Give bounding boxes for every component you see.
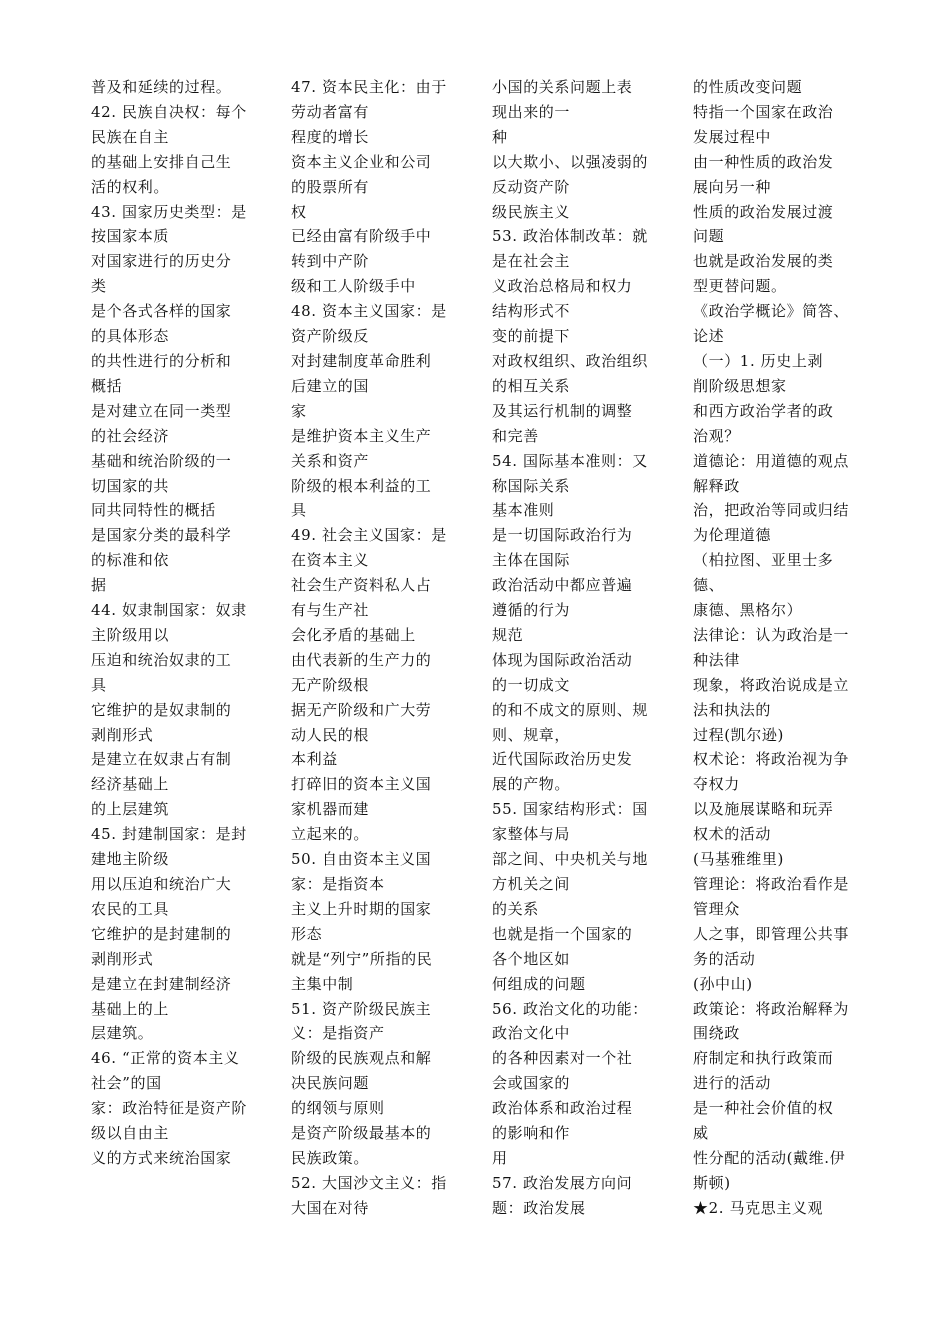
text-line: 级民族主义 bbox=[492, 202, 571, 221]
text-line: 同共同特性的概括 bbox=[91, 501, 216, 520]
text-line: 用以压迫和统治广大 bbox=[91, 875, 232, 893]
text-line: 权术论：将政治视为争 bbox=[693, 750, 850, 769]
text-line: 康德、黑格尔） bbox=[693, 601, 803, 620]
text-line: 由代表新的生产力的 bbox=[291, 650, 432, 669]
text-line: 是建立在奴隶占有制 bbox=[91, 750, 232, 769]
text-line: 反动资产阶 bbox=[492, 177, 571, 196]
text-line: 对政权组织、政治组织 bbox=[492, 351, 649, 370]
text-line: 的具体形态 bbox=[91, 327, 170, 346]
text-line: 据 bbox=[91, 576, 107, 595]
text-line: 47. 资本民主化：由于 bbox=[291, 78, 447, 96]
text-line: 的影响和作 bbox=[492, 1124, 571, 1143]
text-line: 法律论：认为政治是一 bbox=[693, 625, 850, 644]
text-line: (马基雅维里) bbox=[693, 850, 784, 869]
text-line: 动人民的根 bbox=[291, 725, 370, 744]
text-line: 阶级的根本利益的工 bbox=[291, 476, 432, 495]
text-line: 活的权利。 bbox=[91, 177, 170, 196]
text-line: 权 bbox=[291, 202, 307, 221]
text-line: 它维护的是封建制的 bbox=[91, 924, 232, 943]
text-line: 义的方式来统治国家 bbox=[91, 1148, 232, 1167]
text-line: 是对建立在同一类型 bbox=[91, 401, 232, 420]
text-line: 社会生产资料私人占 bbox=[291, 576, 432, 595]
text-line: 的纲领与原则 bbox=[291, 1099, 385, 1118]
text-line: 后建立的国 bbox=[291, 376, 370, 395]
text-line: 的社会经济 bbox=[91, 426, 170, 445]
text-line: 也就是指一个国家的 bbox=[492, 924, 633, 943]
text-line: 是在社会主 bbox=[492, 252, 571, 271]
text-line: 49. 社会主义国家：是 bbox=[291, 526, 447, 545]
text-line: 结构形式不 bbox=[492, 302, 571, 321]
text-line: 据无产阶级和广大劳 bbox=[291, 700, 432, 719]
text-line: 的关系 bbox=[492, 899, 539, 918]
text-line: 级和工人阶级手中 bbox=[291, 277, 416, 296]
text-line: 发展过程中 bbox=[693, 127, 772, 146]
text-line: 类 bbox=[91, 277, 107, 296]
text-line: 性质的政治发展过渡 bbox=[693, 202, 834, 221]
text-line: 它维护的是奴隶制的 bbox=[91, 700, 232, 719]
text-line: 的基础上安排自己生 bbox=[91, 152, 232, 171]
text-line: 大国在对待 bbox=[291, 1198, 370, 1217]
text-line: 48. 资本主义国家：是 bbox=[291, 302, 447, 321]
text-line: 是资产阶级最基本的 bbox=[291, 1124, 432, 1143]
text-line: 的共性进行的分析和 bbox=[91, 351, 232, 370]
text-line: 57. 政治发展方向问 bbox=[492, 1173, 633, 1192]
text-column-4 bbox=[693, 75, 865, 1221]
text-line: 现出来的一 bbox=[492, 102, 571, 121]
text-line: 夺权力 bbox=[693, 775, 740, 794]
text-line: 展的产物。 bbox=[492, 775, 571, 794]
text-line: 以大欺小、以强凌弱的 bbox=[492, 152, 649, 171]
text-line: 转到中产阶 bbox=[291, 252, 370, 271]
text-line: 展向另一种 bbox=[693, 177, 772, 196]
text-line: 42. 民族自决权：每个 bbox=[91, 102, 247, 121]
text-line: 型更替问题。 bbox=[693, 277, 787, 296]
text-line: 德、 bbox=[693, 576, 725, 595]
text-line: 级以自由主 bbox=[91, 1124, 170, 1143]
text-line: 和完善 bbox=[492, 426, 539, 445]
text-line: 威 bbox=[693, 1124, 709, 1143]
text-line: 普及和延续的过程。 bbox=[91, 78, 232, 96]
text-line: 及其运行机制的调整 bbox=[492, 401, 633, 420]
text-line: 社会”的国 bbox=[91, 1074, 162, 1093]
text-line: 是维护资本主义生产 bbox=[291, 426, 432, 445]
text-line: 政治活动中都应普遍 bbox=[492, 576, 633, 595]
text-line: 立起来的。 bbox=[291, 825, 370, 844]
text-line: 则、规章， bbox=[492, 725, 571, 744]
text-line: 府制定和执行政策而 bbox=[693, 1049, 834, 1068]
text-line: 体现为国际政治活动 bbox=[492, 650, 633, 669]
text-line: 家机器而建 bbox=[291, 800, 370, 819]
text-line: 主义上升时期的国家 bbox=[291, 899, 432, 918]
text-line: 用 bbox=[492, 1148, 508, 1167]
text-line: 剥削形式 bbox=[91, 725, 154, 744]
text-line: 对国家进行的历史分 bbox=[91, 252, 232, 271]
text-line: 基础上的上 bbox=[91, 999, 170, 1018]
text-line: 剥削形式 bbox=[91, 949, 154, 968]
text-line: 法和执法的 bbox=[693, 700, 772, 719]
text-line: 对封建制度革命胜利 bbox=[291, 351, 432, 370]
text-line: 题：政治发展 bbox=[492, 1198, 586, 1217]
text-line: 劳动者富有 bbox=[291, 102, 370, 121]
text-line: 的一切成文 bbox=[492, 675, 571, 694]
text-line: 治，把政治等同或归结 bbox=[693, 501, 850, 520]
text-line: 家：政治特征是资产阶 bbox=[91, 1099, 248, 1118]
text-column-1 bbox=[91, 75, 263, 1171]
text-line: 政策论：将政治解释为 bbox=[693, 999, 850, 1018]
text-line: 也就是政治发展的类 bbox=[693, 252, 834, 271]
text-line: 43. 国家历史类型：是 bbox=[91, 202, 247, 221]
text-line: 管理众 bbox=[693, 899, 740, 918]
text-line: 民族政策。 bbox=[291, 1148, 370, 1167]
text-line: 已经由富有阶级手中 bbox=[291, 227, 432, 246]
text-line: ★2. 马克思主义观 bbox=[693, 1198, 824, 1217]
text-line: 进行的活动 bbox=[693, 1074, 772, 1093]
text-line: 治观？ bbox=[693, 426, 740, 445]
text-line: 的性质改变问题 bbox=[693, 78, 803, 96]
text-line: 遵循的行为 bbox=[492, 601, 571, 620]
text-line: 人之事，即管理公共事 bbox=[693, 924, 850, 943]
text-line: 小国的关系问题上表 bbox=[492, 78, 633, 96]
text-line: 44. 奴隶制国家：奴隶 bbox=[91, 601, 247, 620]
text-line: 概括 bbox=[91, 376, 123, 395]
text-line: 特指一个国家在政治 bbox=[693, 102, 834, 121]
text-line: 具 bbox=[291, 501, 307, 520]
text-line: 打碎旧的资本主义国 bbox=[291, 775, 432, 794]
text-line: 主体在国际 bbox=[492, 551, 571, 570]
text-line: 称国际关系 bbox=[492, 476, 571, 495]
text-line: 家：是指资本 bbox=[291, 875, 385, 893]
text-line: 无产阶级根 bbox=[291, 675, 370, 694]
text-line: 54. 国际基本准则：又 bbox=[492, 451, 648, 470]
text-line: 形态 bbox=[291, 924, 323, 943]
text-line: 部之间、中央机关与地 bbox=[492, 850, 649, 869]
text-line: 现象，将政治说成是立 bbox=[693, 675, 850, 694]
text-line: 围绕政 bbox=[693, 1024, 740, 1043]
text-line: 是建立在封建制经济 bbox=[91, 974, 232, 993]
text-line: 就是“列宁”所指的民 bbox=[291, 949, 433, 968]
text-line: 52. 大国沙文主义：指 bbox=[291, 1173, 447, 1192]
text-line: 各个地区如 bbox=[492, 949, 571, 968]
text-line: 为伦理道德 bbox=[693, 526, 772, 545]
text-line: 家 bbox=[291, 401, 307, 420]
text-line: 是个各式各样的国家 bbox=[91, 302, 232, 321]
text-line: 程度的增长 bbox=[291, 127, 370, 146]
text-line: 务的活动 bbox=[693, 949, 756, 968]
text-line: 具 bbox=[91, 675, 107, 694]
text-line: 50. 自由资本主义国 bbox=[291, 850, 432, 869]
text-line: 压迫和统治奴隶的工 bbox=[91, 650, 232, 669]
text-line: 会或国家的 bbox=[492, 1074, 571, 1093]
text-line: 的上层建筑 bbox=[91, 800, 170, 819]
text-line: 方机关之间 bbox=[492, 875, 571, 893]
text-line: 《政治学概论》简答、 bbox=[693, 302, 850, 321]
text-line: 管理论：将政治看作是 bbox=[693, 875, 850, 893]
text-line: 道德论：用道德的观点 bbox=[693, 451, 850, 470]
text-line: 过程(凯尔逊) bbox=[693, 725, 784, 744]
text-line: 种法律 bbox=[693, 650, 740, 669]
text-line: 近代国际政治历史发 bbox=[492, 750, 633, 769]
text-line: 的和不成文的原则、规 bbox=[492, 700, 649, 719]
text-line: 阶级的民族观点和解 bbox=[291, 1049, 432, 1068]
text-line: 变的前提下 bbox=[492, 327, 571, 346]
text-line: 主集中制 bbox=[291, 974, 354, 993]
text-line: 46. “正常的资本主义 bbox=[91, 1049, 240, 1068]
text-line: 56. 政治文化的功能： bbox=[492, 999, 648, 1018]
text-line: （柏拉图、亚里士多 bbox=[693, 551, 834, 570]
text-line: 民族在自主 bbox=[91, 127, 170, 146]
text-line: 和西方政治学者的政 bbox=[693, 401, 834, 420]
text-line: 的相互关系 bbox=[492, 376, 571, 395]
text-line: 的各种因素对一个社 bbox=[492, 1049, 633, 1068]
text-line: 按国家本质 bbox=[91, 227, 170, 246]
text-line: 义：是指资产 bbox=[291, 1024, 385, 1043]
text-line: 基本准则 bbox=[492, 501, 555, 520]
text-line: 是国家分类的最科学 bbox=[91, 526, 232, 545]
text-column-2 bbox=[291, 75, 463, 1221]
text-line: 以及施展谋略和玩弄 bbox=[693, 800, 834, 819]
text-line: 削阶级思想家 bbox=[693, 376, 787, 395]
text-line: 基础和统治阶级的一 bbox=[91, 451, 232, 470]
text-line: 在资本主义 bbox=[291, 551, 370, 570]
text-line: 政治文化中 bbox=[492, 1024, 571, 1043]
text-line: 种 bbox=[492, 127, 508, 146]
text-line: 论述 bbox=[693, 327, 725, 346]
text-line: 建地主阶级 bbox=[91, 850, 170, 869]
text-line: 有与生产社 bbox=[291, 601, 370, 620]
text-line: 切国家的共 bbox=[91, 476, 170, 495]
text-line: 问题 bbox=[693, 227, 725, 246]
text-line: 53. 政治体制改革：就 bbox=[492, 227, 648, 246]
text-line: 层建筑。 bbox=[91, 1024, 154, 1043]
text-line: （一）1. 历史上剥 bbox=[693, 351, 824, 370]
text-line: 经济基础上 bbox=[91, 775, 170, 794]
text-line: 资本主义企业和公司 bbox=[291, 152, 432, 171]
text-line: 关系和资产 bbox=[291, 451, 370, 470]
text-line: 权术的活动 bbox=[693, 825, 772, 844]
text-line: (孙中山) bbox=[693, 974, 753, 993]
text-line: 是一切国际政治行为 bbox=[492, 526, 633, 545]
text-line: 45. 封建制国家：是封 bbox=[91, 825, 247, 844]
text-line: 解释政 bbox=[693, 476, 740, 495]
text-line: 家整体与局 bbox=[492, 825, 571, 844]
text-line: 斯顿) bbox=[693, 1173, 731, 1192]
text-line: 规范 bbox=[492, 625, 524, 644]
text-column-3 bbox=[492, 75, 664, 1221]
text-line: 农民的工具 bbox=[91, 899, 170, 918]
text-line: 55. 国家结构形式：国 bbox=[492, 800, 648, 819]
text-line: 由一种性质的政治发 bbox=[693, 152, 834, 171]
text-line: 政治体系和政治过程 bbox=[492, 1099, 633, 1118]
text-line: 主阶级用以 bbox=[91, 625, 170, 644]
text-line: 会化矛盾的基础上 bbox=[291, 625, 416, 644]
text-line: 51. 资产阶级民族主 bbox=[291, 999, 432, 1018]
text-line: 何组成的问题 bbox=[492, 974, 586, 993]
text-line: 决民族问题 bbox=[291, 1074, 370, 1093]
text-line: 资产阶级反 bbox=[291, 327, 370, 346]
text-line: 本利益 bbox=[291, 750, 338, 769]
text-line: 性分配的活动(戴维.伊 bbox=[693, 1148, 846, 1167]
text-line: 的股票所有 bbox=[291, 177, 370, 196]
text-line: 是一种社会价值的权 bbox=[693, 1099, 834, 1118]
text-line: 的标准和依 bbox=[91, 551, 170, 570]
text-line: 义政治总格局和权力 bbox=[492, 277, 633, 296]
